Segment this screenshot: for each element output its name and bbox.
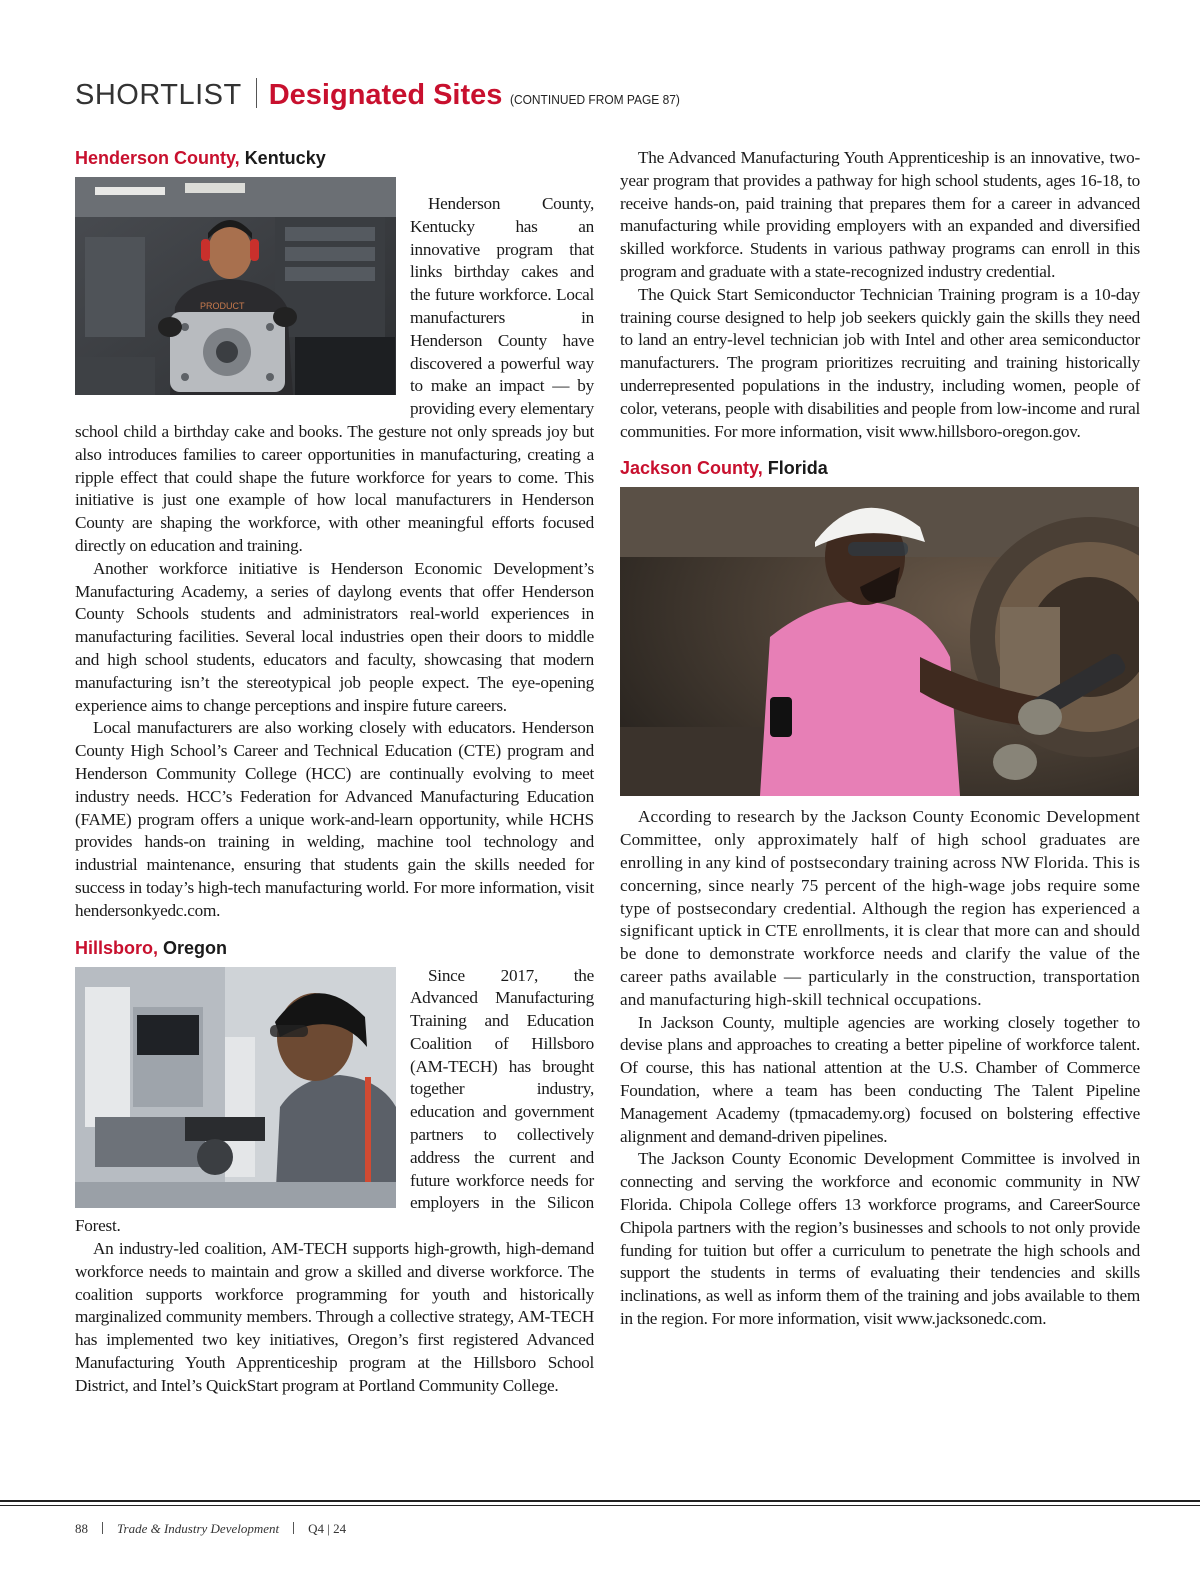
jackson-county-name: Jackson County, xyxy=(620,458,763,479)
header-divider xyxy=(256,78,257,108)
jackson-paragraph-3: The Jackson County Economic Development Committee is involved in connecting and serving the workforce and economic community in NW Florida. Chipola College offers 13 workforce programs, and CareerSource Chipola partners with the region’s businesses and schools to not only provide funding for tuition but offer a curriculum to penetrate the high schools and support the students in terms of evaluating their tendencies and skills inclinations, as well as inform them of the training and jobs available to them in the region. For more information, visit www.jacksonedc.com. xyxy=(620,1149,1140,1328)
page-number: 88 xyxy=(75,1521,88,1536)
jackson-photo xyxy=(620,487,1139,796)
publication-name: Trade & Industry Development xyxy=(117,1521,280,1536)
continued-note: (CONTINUED FROM PAGE 87) xyxy=(510,92,681,107)
jackson-heading xyxy=(620,457,1140,479)
page-title: Designated Sites xyxy=(268,79,503,111)
section-label: SHORTLIST xyxy=(75,79,242,111)
henderson-heading xyxy=(75,147,594,169)
hillsboro-state-name: Oregon xyxy=(163,937,228,958)
hillsboro-photo-image xyxy=(75,967,396,1208)
hillsboro-photo xyxy=(75,967,396,1208)
footer-divider xyxy=(293,1522,294,1534)
footer-rule-thick xyxy=(0,1500,1200,1502)
jackson-state-name: Florida xyxy=(767,458,828,479)
jackson-paragraph-1: According to research by the Jackson County Economic Development Committee, only approximately half of high school graduates are enrolling in any kind of postsecondary training across NW Florida. This is concerning, since nearly 75 percent of the high-wage jobs require some type of postsecondary credential. Although the region has experienced a significant uptick in CTE enrollments, it is clear that more can and should be done to demonstrate workforce needs and clarify the value of the career paths available — particularly in the construction, transportation and manufacturing high-skill technical occupations. xyxy=(620,807,1140,1009)
hillsboro-paragraph-3: The Advanced Manufacturing Youth Apprenticeship is an innovative, two-year program that provides a pathway for high school students, ages 16-18, to receive hands-on, paid training that prepares them for a career in advanced manufacturing while providing employers with an expanded and diversified skilled workforce. Students in various pathway programs can enroll in this program and graduate with a state-recognized industry credential. xyxy=(620,148,1140,281)
henderson-photo xyxy=(75,177,396,395)
henderson-paragraph-2: Another workforce initiative is Henderson Economic Development’s Manufacturing Academy, a series of daylong events that offer Henderson County Schools students and administrators real-world experiences in manufacturing facilities. Several local industries open their doors to middle and high school students, educators and faculty, showcasing that modern manufacturing isn’t the stereotypical job people expect. The eye-opening experience aims to change perceptions and inspire future careers. xyxy=(75,558,594,715)
page-header xyxy=(75,78,1145,118)
hillsboro-county-name: Hillsboro, xyxy=(75,937,159,958)
henderson-county-name: Henderson County, xyxy=(75,148,240,168)
hillsboro-paragraph-4: The Quick Start Semiconductor Technician Training program is a 10-day training course designed to help job seekers quickly gain the skills they need to land an entry-level technician job with Intel and other area semiconductor manufacturers. The program prioritizes recruiting and training historically underrepresented populations in the industry, including women, people of color, veterans, people with disabilities and people from low-income and rural communities. For more information, visit www.hillsboro-oregon.gov. xyxy=(620,284,1140,441)
right-column xyxy=(620,147,1140,1331)
issue-label: Q4 | 24 xyxy=(308,1521,347,1536)
hillsboro-paragraph-2: An industry-led coalition, AM-TECH supports high-growth, high-demand workforce needs to maintain and grow a skilled and diverse workforce. The coalition supports workforce programming for youth and historically marginalized community members. Through a collective strategy, AM-TECH has implemented two key initiatives, Oregon’s first registered Advanced Manufacturing Youth Apprenticeship program at the Hillsboro School District, and Intel’s QuickStart program at Portland Community College. xyxy=(75,1239,594,1395)
hillsboro-paragraph-1: Since 2017, the Advanced Manufacturing Training and Education Coalition of Hillsboro (AM-TECH) has brought together industry, education and government partners to collectively address the current and future workforce needs for employers in the Silicon Forest. xyxy=(75,965,594,1236)
svg-text:PRODUCT: PRODUCT xyxy=(200,301,245,311)
jackson-paragraph-2: In Jackson County, multiple agencies are working closely together to devise plans and approaches to creating a better pipeline of workforce talent. Of course, this has national attention at the U.S. Chamber of Commerce Foundation, where a team has been conducting The Talent Pipeline Management Academy (tpmacademy.org) focused on bolstering effective alignment and demand-driven pipelines. xyxy=(620,1012,1140,1146)
henderson-photo-image xyxy=(75,177,396,395)
jackson-photo-image xyxy=(620,487,1139,796)
left-column xyxy=(75,147,594,1398)
hillsboro-heading xyxy=(75,937,594,959)
page-footer xyxy=(75,1521,346,1541)
henderson-paragraph-3: Local manufacturers are also working closely with educators. Henderson County High School’s Career and Technical Education (CTE) program and Henderson Community College (HCC) are continually evolving to meet industry needs. HCC’s Federation for Advanced Manufacturing Education (FAME) program offers a unique work-and-learn opportunity, while HCHS provides hands-on training in welding, machine tool technology and industrial maintenance, ensuring that students gain the skills needed for success in today’s high-tech manufacturing world. For more information, visit hendersonkyedc.com. xyxy=(75,718,594,920)
henderson-paragraph-1: Henderson County, Kentucky has an innovative program that links birthday cakes and the future workforce. Local manufacturers in Henderson County have discovered a powerful way to make an impact — by providing every elementary school child a birthday cake and books. The gesture not only spreads joy but also introduces families to career opportunities in manufacturing, creating a ripple effect that could shape the future workforce for years to come. This initiative is just one example of how local manufacturers in Henderson County are shaping the workforce, with other meaningful efforts focused directly on education and training. xyxy=(75,194,594,555)
henderson-state-name: Kentucky xyxy=(244,148,326,168)
footer-divider xyxy=(102,1522,103,1534)
footer-rule-thin xyxy=(0,1505,1200,1506)
